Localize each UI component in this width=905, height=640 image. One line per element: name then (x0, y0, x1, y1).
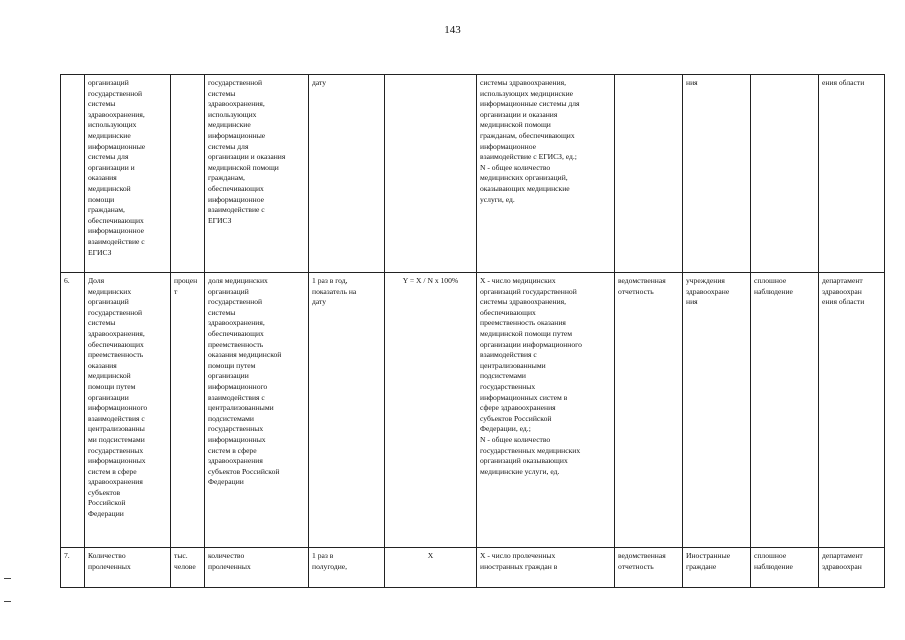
variables-cell: X - число пролеченных иностранных граждан в (477, 548, 615, 588)
variables-cell: системы здравоохранения, использующих медицинские информационные системы для организации и оказания медицинской помощи гражданам, обеспечивающих информационное взаимодействие с ЕГИСЗ, ед.; N - общее количество медицинских организаций, оказывающих медицинские услуги, ед. (477, 75, 615, 273)
unit-cell: тыс. челове (171, 548, 205, 588)
table-row (61, 273, 885, 548)
formula-cell: X (385, 548, 477, 588)
data-source-cell: ведомственная отчетность (615, 548, 683, 588)
unit-cell (171, 75, 205, 273)
observation-object-cell: Иностранные граждане (683, 548, 751, 588)
row-number-cell: 7. (61, 548, 85, 588)
observation-object-cell: учреждения здравоохране ния (683, 273, 751, 548)
responsible-cell: департамент здравоохран ения области (819, 273, 885, 548)
periodicity-cell: 1 раз в год, показатель на дату (309, 273, 385, 548)
indicator-name-cell: организаций государственной системы здравоохранения, использующих медицинские информационные системы для организации и оказания медицинской помощи гражданам, обеспечивающих информационное взаимодействие с ЕГИСЗ (85, 75, 171, 273)
periodicity-cell: дату (309, 75, 385, 273)
margin-tick (4, 601, 11, 602)
formula-cell: Y = X / N х 100% (385, 273, 477, 548)
page-number: 143 (444, 24, 461, 36)
variables-cell: X - число медицинских организаций государственной системы здравоохранения, обеспечивающих преемственность оказания медицинской помощи путем организации информационного взаимодействия с централизованными подсистемами государственных информационных систем в сфере здравоохранения субъектов Российской Федерации, ед.; N - общее количество государственных медицинских организаций оказывающих медицинские услуги, ед. (477, 273, 615, 548)
indicator-name-cell: Доля медицинских организаций государственной системы здравоохранения, обеспечивающих преемственность оказания медицинской помощи путем организации информационного взаимодействия с централизованны ми подсистемами государственных информационных систем в сфере здравоохранения субъектов Российской Федерации (85, 273, 171, 548)
observation-object-cell: ния (683, 75, 751, 273)
data-source-cell: ведомственная отчетность (615, 273, 683, 548)
margin-tick (4, 578, 11, 579)
row-number-cell (61, 75, 85, 273)
formula-cell (385, 75, 477, 273)
collection-method-cell: сплошное наблюдение (751, 548, 819, 588)
collection-method-cell: сплошное наблюдение (751, 273, 819, 548)
table-row (61, 548, 885, 588)
unit-cell: процен т (171, 273, 205, 548)
indicator-name-cell: Количество пролеченных (85, 548, 171, 588)
responsible-cell: ения области (819, 75, 885, 273)
responsible-cell: департамент здравоохран (819, 548, 885, 588)
indicators-table (60, 74, 885, 588)
definition-cell: количество пролеченных (205, 548, 309, 588)
definition-cell: государственной системы здравоохранения, использующих медицинские информационные системы для организации и оказания медицинской помощи гражданам, обеспечивающих информационное взаимодействие с ЕГИСЗ (205, 75, 309, 273)
table-row (61, 75, 885, 273)
row-number-cell: 6. (61, 273, 85, 548)
data-source-cell (615, 75, 683, 273)
periodicity-cell: 1 раз в полугодие, (309, 548, 385, 588)
definition-cell: доля медицинских организаций государственной системы здравоохранения, обеспечивающих преемственность оказания медицинской помощи путем организации информационного взаимодействия с централизованными подсистемами государственных информационных систем в сфере здравоохранения субъектов Российской Федерации (205, 273, 309, 548)
collection-method-cell (751, 75, 819, 273)
